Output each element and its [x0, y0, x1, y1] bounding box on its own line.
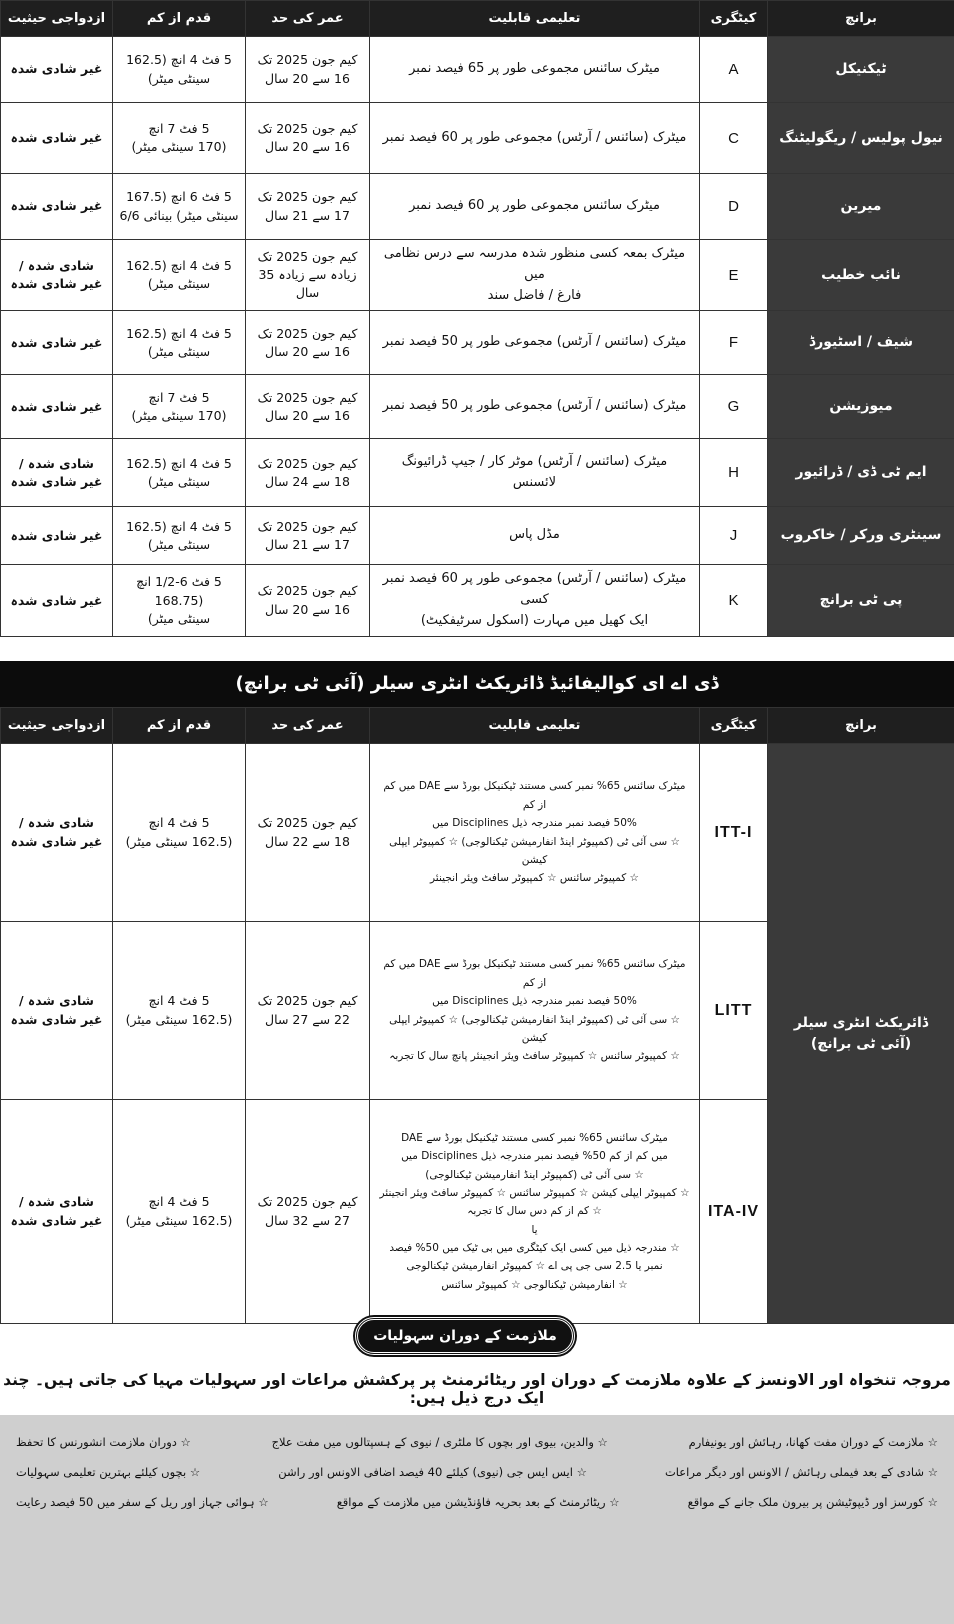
table-row — [1, 311, 954, 375]
age-cell: کیم جون 2025 تک 18 سے 24 سال — [246, 439, 370, 507]
qualification-cell — [370, 1100, 700, 1324]
qualification-cell — [370, 174, 700, 240]
age-cell: کیم جون 2025 تک 16 سے 20 سال — [246, 311, 370, 375]
perk-item: ☆ دوران ملازمت انشورنس کا تحفظ — [16, 1435, 191, 1449]
height-cell: 5 فٹ 7 انچ (170 سینٹی میٹر) — [113, 103, 246, 174]
perk-item: ☆ ہوائی جہاز اور ریل کے سفر میں 50 فیصد رعایت — [16, 1495, 269, 1509]
qualification-text: میٹرک (سائنس / آرٹس) مجموعی طور پر 50 فیصد نمبر — [382, 398, 687, 414]
category-cell: E — [700, 240, 768, 311]
qualification-text: میٹرک سائنس مجموعی طور پر 60 فیصد نمبر — [409, 198, 660, 214]
perk-item: ☆ بچوں کیلئے بہترین تعلیمی سہولیات — [16, 1465, 201, 1479]
qualification-text: مڈل پاس — [509, 527, 560, 543]
age-cell: کیم جون 2025 تک 18 سے 22 سال — [246, 744, 370, 922]
height-cell: 5 فٹ 4 انچ (162.5 سینٹی میٹر) — [113, 507, 246, 565]
height-cell: 5 فٹ 4 انچ (162.5 سینٹی میٹر) — [113, 240, 246, 311]
category-cell: ITA-IV — [700, 1100, 768, 1324]
perk-item: ☆ ایس ایس جی (نیوی) کیلئے 40 فیصد اضافی الاونس اور راشن — [278, 1465, 587, 1479]
header-qualification: تعلیمی قابلیت — [370, 1, 700, 37]
qualification-cell — [370, 565, 700, 636]
age-cell: کیم جون 2025 تک 27 سے 32 سال — [246, 1100, 370, 1324]
age-cell: کیم جون 2025 تک 22 سے 27 سال — [246, 922, 370, 1100]
table-row — [1, 37, 954, 103]
qualification-text: میٹرک بمعہ کسی منظور شدہ مدرسہ سے درس نظامی میں فارغ / فاضل سند — [383, 246, 686, 303]
table-row — [1, 744, 954, 922]
category-cell: A — [700, 37, 768, 103]
perks-badge: ملازمت کے دوران سہولیات — [355, 1317, 575, 1355]
table-row — [1, 240, 954, 311]
table-row — [1, 507, 954, 565]
branch-eligibility-table — [0, 0, 954, 637]
marital-cell: غیر شادی شدہ — [1, 174, 113, 240]
age-cell: کیم جون 2025 تک 17 سے 21 سال — [246, 174, 370, 240]
header-marital: ازدواجی حیثیت — [1, 1, 113, 37]
perk-item: ☆ کورسز اور ڈیپوٹیشن پر بیرون ملک جانے کے مواقع — [687, 1495, 938, 1509]
marital-cell: غیر شادی شدہ — [1, 375, 113, 439]
qualification-cell — [370, 311, 700, 375]
age-cell: کیم جون 2025 تک 16 سے 20 سال — [246, 375, 370, 439]
branch-cell: پی ٹی برانچ — [768, 565, 954, 636]
header-height: قدم از کم — [113, 1, 246, 37]
qualification-cell — [370, 375, 700, 439]
age-cell: کیم جون 2025 تک 17 سے 21 سال — [246, 507, 370, 565]
qualification-text: میٹرک (سائنس / آرٹس) موٹر کار / جیپ ڈرائیونگ لائسنس — [401, 454, 668, 490]
category-cell: D — [700, 174, 768, 240]
category-cell: F — [700, 311, 768, 375]
branch-it-text: ڈائریکٹ انٹری سیلر (آئی ٹی برانچ) — [793, 1014, 929, 1052]
perks-lead-text: مروجہ تنخواہ اور الاونسز کے علاوہ ملازمت کے دوران اور ریٹائرمنٹ پر پرکشش مراعات اور سہولیات مہیا کی جاتی ہیں۔ چند ایک درج ذیل ہیں: — [3, 1371, 951, 1407]
branch-cell: نائب خطیب — [768, 240, 954, 311]
qualification-text: میٹرک (سائنس / آرٹس) مجموعی طور پر 50 فیصد نمبر — [382, 334, 687, 350]
perks-section — [0, 1315, 954, 1624]
header-category: کیٹگری — [700, 1, 768, 37]
perks-row — [16, 1487, 938, 1517]
qualification-text: میٹرک سائنس 65% نمبر کسی مستند ٹیکنیکل بورڈ سے DAE میں کم از کم 50% فیصد نمبر مندرجہ ذیل Disciplines میں ☆ سی آئی ٹی (کمپیوٹر اینڈ انفارمیشن ٹیکنالوجی) ☆ کمپیوٹر ایپلی کیشن ☆ کمپیوٹر سائنس ☆ کمپیوٹر سافٹ ویئر انجینئر — [383, 780, 686, 885]
table-row — [1, 439, 954, 507]
branch-cell: سینٹری ورکر / خاکروب — [768, 507, 954, 565]
category-cell: J — [700, 507, 768, 565]
header-branch: برانچ — [768, 708, 954, 744]
marital-cell: غیر شادی شدہ — [1, 565, 113, 636]
height-cell: 5 فٹ 6 انچ (167.5 سینٹی میٹر) بینائی 6/6 — [113, 174, 246, 240]
header-category: کیٹگری — [700, 708, 768, 744]
perk-item: ☆ شادی کے بعد فیملی رہائش / الاونس اور دیگر مراعات — [664, 1465, 938, 1479]
perks-row — [16, 1457, 938, 1487]
height-cell: 5 فٹ 4 انچ (162.5 سینٹی میٹر) — [113, 439, 246, 507]
qualification-cell — [370, 103, 700, 174]
height-cell: 5 فٹ 4 انچ (162.5 سینٹی میٹر) — [113, 922, 246, 1100]
header-marital: ازدواجی حیثیت — [1, 708, 113, 744]
qualification-text: میٹرک سائنس 65% نمبر کسی مستند ٹیکنیکل بورڈ سے DAE میں کم از کم 50% فیصد نمبر مندرجہ ذیل Disciplines میں ☆ سی آئی ٹی (کمپیوٹر اینڈ انفارمیشن ٹیکنالوجی) ☆ کمپیوٹر ایپلی کیشن ☆ کمپیوٹر سائنس ☆ کمپیوٹر سافٹ ویئر انجینئر پانچ سال کا تجربہ — [383, 958, 686, 1063]
category-cell: G — [700, 375, 768, 439]
age-cell: کیم جون 2025 تک 16 سے 20 سال — [246, 565, 370, 636]
height-cell: 5 فٹ 7 انچ (170 سینٹی میٹر) — [113, 375, 246, 439]
marital-cell: شادی شدہ / غیر شادی شدہ — [1, 439, 113, 507]
header-qualification: تعلیمی قابلیت — [370, 708, 700, 744]
category-cell: C — [700, 103, 768, 174]
branch-cell-it — [768, 744, 954, 1324]
category-cell: H — [700, 439, 768, 507]
age-cell: کیم جون 2025 تک 16 سے 20 سال — [246, 37, 370, 103]
qualification-text: میٹرک سائنس 65% نمبر کسی مستند ٹیکنیکل بورڈ سے DAE میں کم از کم 50% فیصد نمبر مندرجہ ذیل Disciplines میں ☆ سی آئی ٹی (کمپیوٹر اینڈ انفارمیشن ٹیکنالوجی) ☆ کمپیوٹر ایپلی کیشن ☆ کمپیوٹر سائنس ☆ کمپیوٹر سافٹ ویئر انجینئر ☆ کم از کم دس سال کا تجربہ یا ☆ مندرجہ ذیل میں کسی ایک کیٹگری میں بی ٹیک میں 50% فیصد نمبر یا 2.5 سی جی پی اے ☆ کمپیوٹر انفارمیشن ٹیکنالوجی ☆ انفارمیشن ٹیکنالوجی ☆ کمپیوٹر سائنس — [379, 1131, 690, 1291]
marital-cell: غیر شادی شدہ — [1, 103, 113, 174]
table-row — [1, 565, 954, 636]
table-row — [1, 375, 954, 439]
height-cell: 5 فٹ 4 انچ (162.5 سینٹی میٹر) — [113, 1100, 246, 1324]
marital-cell: غیر شادی شدہ — [1, 507, 113, 565]
age-cell: کیم جون 2025 تک 16 سے 20 سال — [246, 103, 370, 174]
category-cell: K — [700, 565, 768, 636]
marital-cell: شادی شدہ / غیر شادی شدہ — [1, 1100, 113, 1324]
height-cell: 5 فٹ 4 انچ (162.5 سینٹی میٹر) — [113, 37, 246, 103]
marital-cell: شادی شدہ / غیر شادی شدہ — [1, 744, 113, 922]
header-height: قدم از کم — [113, 708, 246, 744]
perk-item: ☆ ریٹائرمنٹ کے بعد بحریہ فاؤنڈیشن میں ملازمت کے مواقع — [336, 1495, 620, 1509]
marital-cell: غیر شادی شدہ — [1, 311, 113, 375]
qualification-cell — [370, 240, 700, 311]
height-cell: 5 فٹ 4 انچ (162.5 سینٹی میٹر) — [113, 744, 246, 922]
qualification-cell — [370, 922, 700, 1100]
category-cell: LITT — [700, 922, 768, 1100]
qualification-cell — [370, 507, 700, 565]
perk-item: ☆ ملازمت کے دوران مفت کھانا، رہائش اور یونیفارم — [688, 1435, 938, 1449]
height-cell: 5 فٹ 6-1/2 انچ (168.75 سینٹی میٹر) — [113, 565, 246, 636]
qualification-cell — [370, 744, 700, 922]
header-branch: برانچ — [768, 1, 954, 37]
category-cell: ITT-I — [700, 744, 768, 922]
qualification-text: میٹرک (سائنس / آرٹس) مجموعی طور پر 60 فیصد نمبر — [382, 129, 687, 145]
branch-cell: شیف / اسٹیورڈ — [768, 311, 954, 375]
branch-cell: ایم ٹی ڈی / ڈرائیور — [768, 439, 954, 507]
perks-list — [0, 1415, 954, 1624]
marital-cell: شادی شدہ / غیر شادی شدہ — [1, 240, 113, 311]
qualification-text: میٹرک (سائنس / آرٹس) مجموعی طور پر 60 فیصد نمبر کسی ایک کھیل میں مہارت (اسکول سرٹیفکیٹ) — [382, 571, 687, 628]
marital-cell: غیر شادی شدہ — [1, 37, 113, 103]
table-header-row — [1, 1, 954, 37]
header-age: عمر کی حد — [246, 1, 370, 37]
it-branch-table — [0, 707, 954, 1324]
age-cell: کیم جون 2025 تک زیادہ سے زیادہ 35 سال — [246, 240, 370, 311]
qualification-cell — [370, 37, 700, 103]
height-cell: 5 فٹ 4 انچ (162.5 سینٹی میٹر) — [113, 311, 246, 375]
perk-item: ☆ والدین، بیوی اور بچوں کا ملٹری / نیوی کے ہسپتالوں میں مفت علاج — [271, 1435, 608, 1449]
header-age: عمر کی حد — [246, 708, 370, 744]
section-banner-it-branch: ڈی اے ای کوالیفائیڈ ڈائریکٹ انٹری سیلر (آئی ٹی برانچ) — [0, 661, 954, 707]
perks-row — [16, 1427, 938, 1457]
table-header-row — [1, 708, 954, 744]
table-row — [1, 174, 954, 240]
table-row — [1, 103, 954, 174]
qualification-cell — [370, 439, 700, 507]
qualification-text: میٹرک سائنس مجموعی طور پر 65 فیصد نمبر — [409, 61, 660, 77]
branch-cell: میوزیشن — [768, 375, 954, 439]
branch-cell: ٹیکنیکل — [768, 37, 954, 103]
branch-cell: نیول پولیس / ریگولیٹنگ — [768, 103, 954, 174]
marital-cell: شادی شدہ / غیر شادی شدہ — [1, 922, 113, 1100]
branch-cell: میرین — [768, 174, 954, 240]
